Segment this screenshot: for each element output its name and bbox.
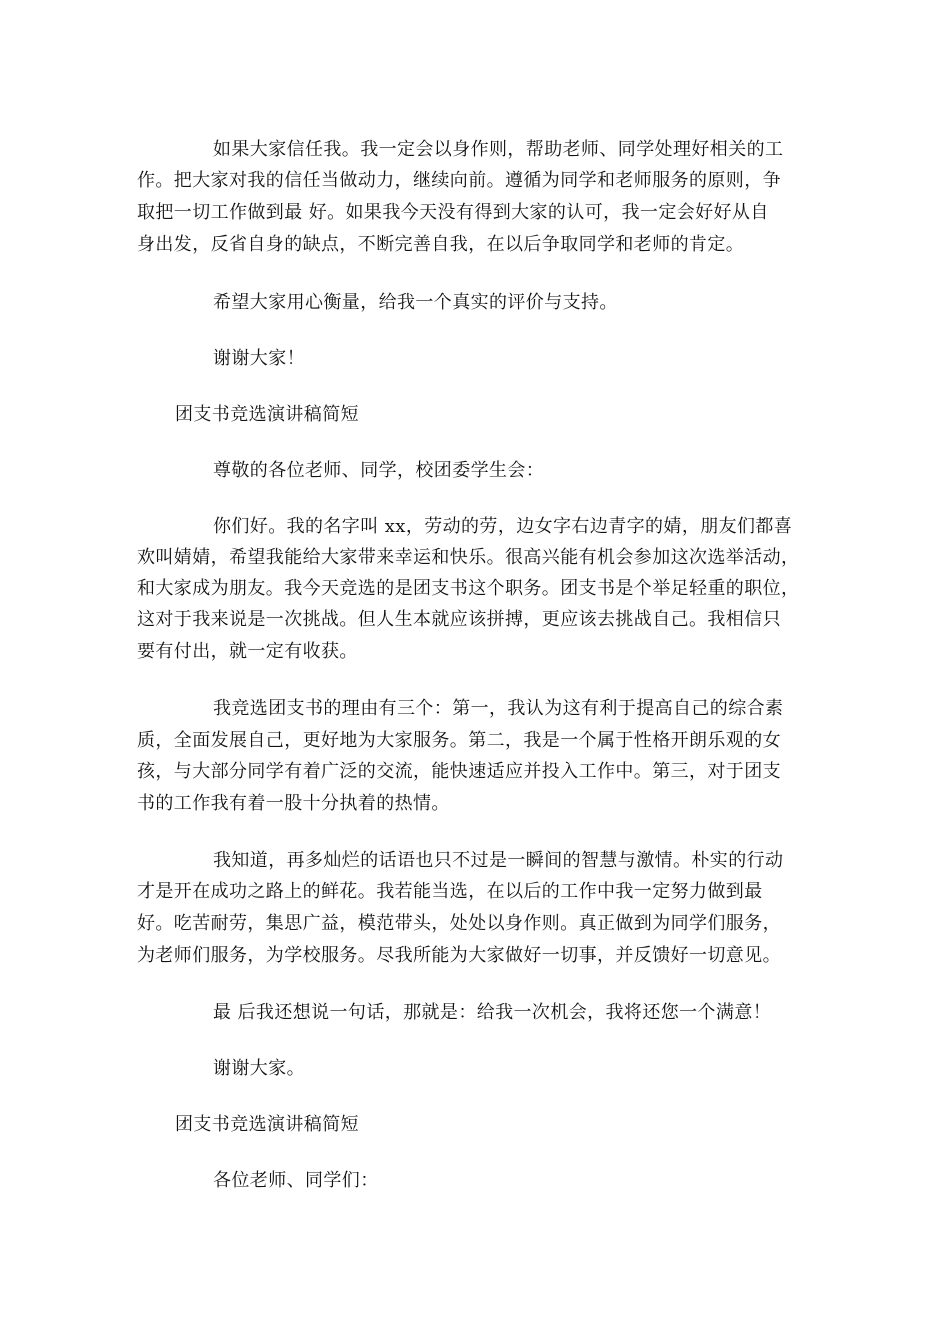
section-heading: 团支书竞选演讲稿简短 xyxy=(175,404,359,425)
text-line: 孩，与大部分同学有着广泛的交流，能快速适应并投入工作中。第三，对于团支 xyxy=(137,761,781,782)
text-line: 才是开在成功之路上的鲜花。我若能当选，在以后的工作中我一定努力做到最 xyxy=(137,881,763,902)
text-line: 为老师们服务，为学校服务。尽我所能为大家做好一切事，并反馈好一切意见。 xyxy=(137,945,781,966)
text-line: 我知道，再多灿烂的话语也只不过是一瞬间的智慧与激情。朴实的行动 xyxy=(213,850,784,871)
text-line: 你们好。我的名字叫 xx，劳动的劳，边女字右边青字的婧，朋友们都喜 xyxy=(213,516,793,537)
text-line: 我竞选团支书的理由有三个：第一，我认为这有利于提高自己的综合素 xyxy=(213,698,784,719)
text-line: 取把一切工作做到最 好。如果我今天没有得到大家的认可，我一定会好好从自 xyxy=(137,202,769,223)
salutation: 尊敬的各位老师、同学，校团委学生会： xyxy=(213,460,545,481)
text-line: 这对于我来说是一次挑战。但人生本就应该拼搏，更应该去挑战自己。我相信只 xyxy=(137,609,781,630)
text-line: 如果大家信任我。我一定会以身作则，帮助老师、同学处理好相关的工 xyxy=(213,139,784,160)
text-line: 最 后我还想说一句话，那就是：给我一次机会，我将还您一个满意！ xyxy=(213,1002,772,1023)
text-line: 作。把大家对我的信任当做动力，继续向前。遵循为同学和老师服务的原则，争 xyxy=(137,170,781,191)
text-line: 希望大家用心衡量，给我一个真实的评价与支持。 xyxy=(213,292,618,313)
closing-line: 谢谢大家。 xyxy=(213,1058,305,1079)
text-line: 好。吃苦耐劳，集思广益，模范带头，处处以身作则。真正做到为同学们服务， xyxy=(137,913,781,934)
section-heading: 团支书竞选演讲稿简短 xyxy=(175,1114,359,1135)
text-line: 身出发，反省自身的缺点，不断完善自我，在以后争取同学和老师的肯定。 xyxy=(137,234,745,255)
text-line: 和大家成为朋友。我今天竞选的是团支书这个职务。团支书是个举足轻重的职位， xyxy=(137,578,800,599)
text-line: 要有付出，就一定有收获。 xyxy=(137,641,358,662)
text-line: 欢叫婧婧，希望我能给大家带来幸运和快乐。很高兴能有机会参加这次选举活动， xyxy=(137,547,800,568)
salutation: 各位老师、同学们： xyxy=(213,1170,379,1191)
text-line: 质，全面发展自己，更好地为大家服务。第二，我是一个属于性格开朗乐观的女 xyxy=(137,730,781,751)
text-line: 谢谢大家！ xyxy=(213,348,305,369)
text-line: 书的工作我有着一股十分执着的热情。 xyxy=(137,793,450,814)
